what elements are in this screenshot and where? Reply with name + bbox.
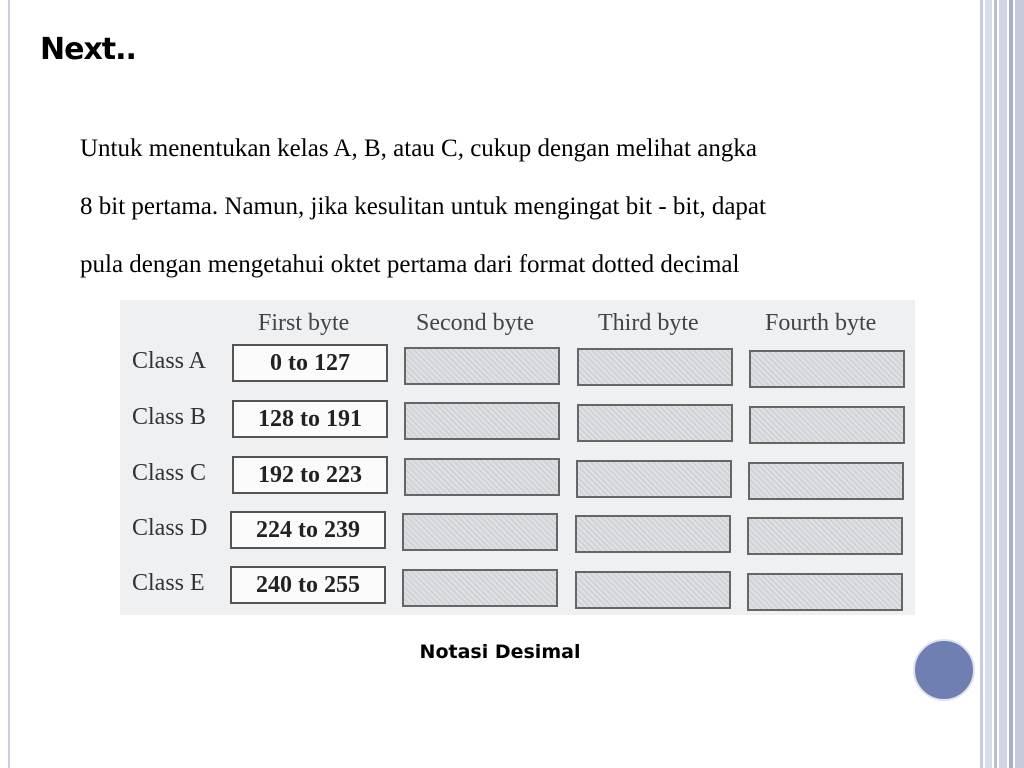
third-byte-cell (577, 348, 733, 386)
paragraph-line: Untuk menentukan kelas A, B, atau C, cukup dengan melihat angka (80, 135, 757, 162)
fourth-byte-cell (748, 462, 904, 500)
third-byte-cell (575, 571, 731, 609)
column-header-fourth-byte: Fourth byte (765, 310, 877, 336)
stripe (1009, 0, 1013, 768)
paragraph-line: pula dengan mengetahui oktet pertama dari format dotted decimal (80, 251, 740, 278)
paragraph-line: 8 bit pertama. Namun, jika kesulitan untuk mengingat bit - bit, dapat (80, 193, 766, 220)
fourth-byte-cell (747, 517, 903, 555)
row-label-class-d: Class D (132, 515, 208, 541)
stripe (1015, 0, 1024, 768)
third-byte-cell (577, 404, 733, 442)
second-byte-cell (402, 569, 558, 607)
fourth-byte-cell (747, 573, 903, 611)
row-label-class-c: Class C (132, 460, 207, 486)
row-label-class-b: Class B (132, 404, 207, 430)
first-byte-range-class-a: 0 to 127 (232, 344, 388, 382)
fourth-byte-cell (749, 406, 905, 444)
first-byte-range-class-b: 128 to 191 (232, 400, 388, 438)
first-byte-range-class-e: 240 to 255 (230, 566, 386, 604)
column-header-second-byte: Second byte (416, 310, 534, 336)
second-byte-cell (404, 402, 560, 440)
first-byte-range-class-c: 192 to 223 (232, 456, 388, 494)
third-byte-cell (576, 460, 732, 498)
column-header-first-byte: First byte (258, 310, 350, 336)
body-paragraph (80, 120, 960, 294)
column-header-third-byte: Third byte (598, 310, 699, 336)
second-byte-cell (402, 513, 558, 551)
first-byte-range-class-d: 224 to 239 (230, 511, 386, 549)
slide-title: Next.. (40, 32, 136, 67)
second-byte-cell (404, 458, 560, 496)
fourth-byte-cell (749, 350, 905, 388)
row-label-class-e: Class E (132, 570, 205, 596)
second-byte-cell (404, 347, 560, 385)
ip-class-table-image (120, 300, 915, 615)
row-label-class-a: Class A (132, 348, 207, 374)
stripe (999, 0, 1007, 768)
third-byte-cell (575, 515, 731, 553)
caption-text: Notasi Desimal (419, 641, 581, 663)
decorative-circle (913, 639, 975, 701)
figure-caption (0, 641, 1000, 663)
